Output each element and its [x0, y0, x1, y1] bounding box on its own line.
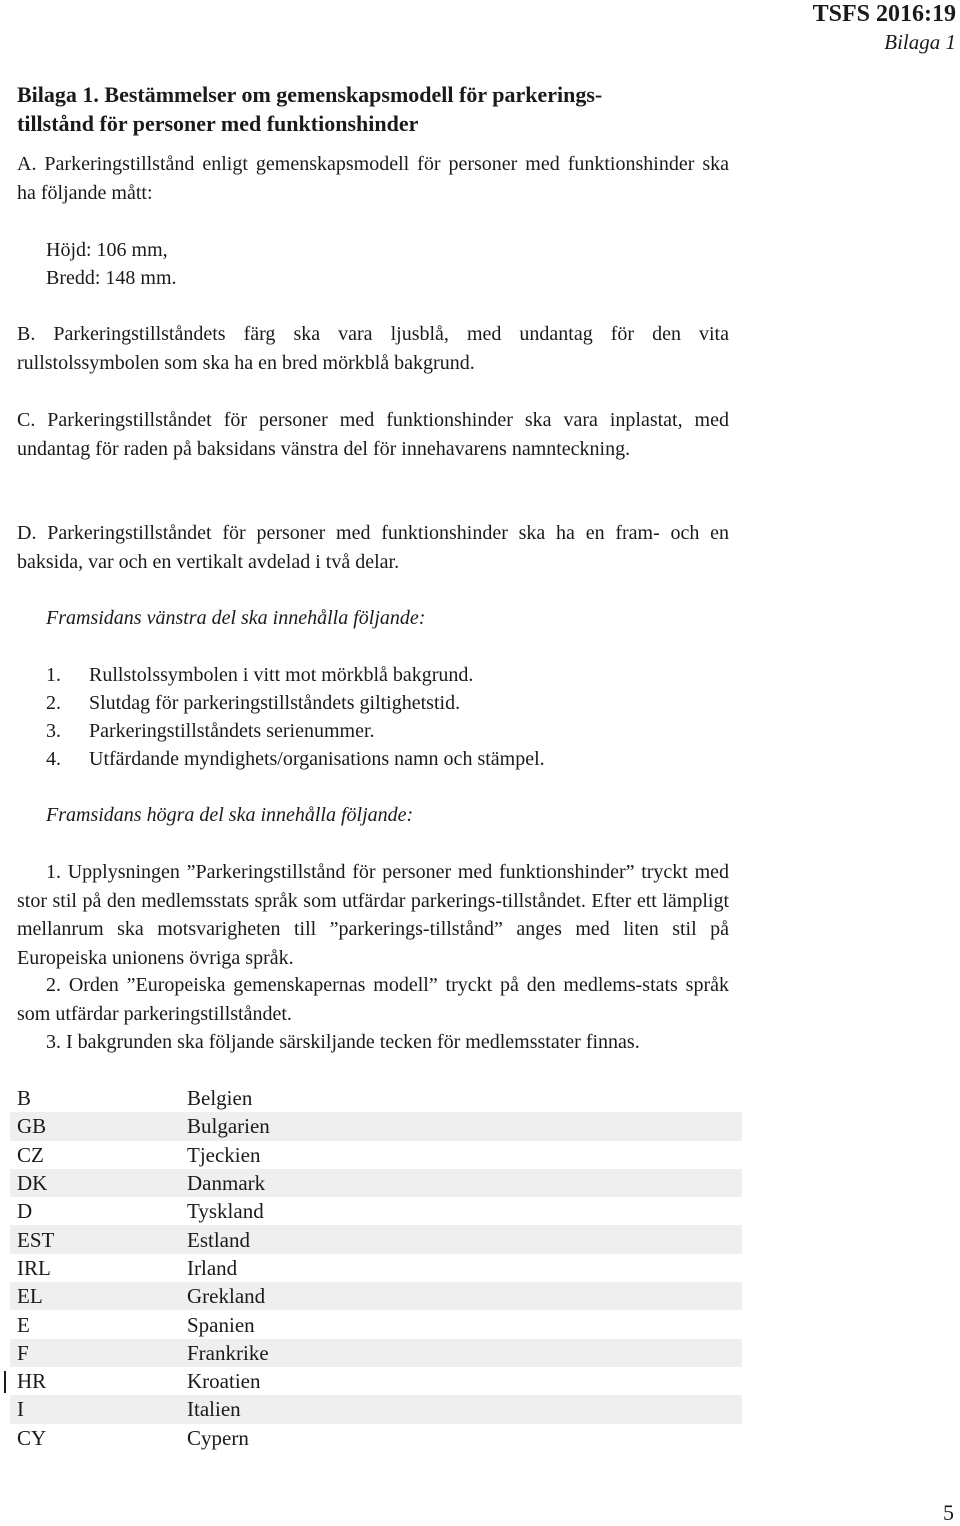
front-right-item-2: 2. Orden ”Europeiska gemenskapernas modell” tryckt på den medlems-stats språk som utfärdar parkeringstillståndet.: [17, 974, 729, 1025]
appendix-title: [17, 80, 737, 138]
table-row: [10, 1367, 742, 1395]
country-code: B: [17, 1086, 32, 1111]
country-name: Estland: [187, 1225, 742, 1253]
country-name: Tjeckien: [187, 1142, 261, 1167]
page-number: 5: [943, 1500, 954, 1525]
section-a-paragraph: A. Parkeringstillstånd enligt gemenskapsmodell för personer med funktionshinder ska ha följande mått:: [17, 153, 729, 204]
country-code: EST: [10, 1225, 187, 1253]
table-row: [10, 1339, 742, 1367]
title-text: Bilaga 1. Bestämmelser om gemenskapsmodell för parkerings- tillstånd för personer med funktionshinder: [17, 82, 603, 136]
country-name: Irland: [187, 1255, 238, 1280]
dimension-width: Bredd: 148 mm.: [46, 267, 177, 289]
item-number: 1.: [46, 664, 61, 686]
country-code: EL: [10, 1282, 187, 1310]
country-name: Frankrike: [187, 1339, 742, 1367]
appendix-label: Bilaga 1: [884, 30, 956, 54]
country-code: F: [10, 1339, 187, 1367]
table-row: [10, 1084, 742, 1112]
country-name: Spanien: [187, 1312, 255, 1337]
front-right-item-3: 3. I bakgrunden ska följande särskiljande tecken för medlemsstater finnas.: [46, 1031, 640, 1053]
section-d-paragraph: D. Parkeringstillståndet för personer med funktionshinder ska ha en fram- och en baksida, var och en vertikalt avdelad i två delar.: [17, 522, 729, 573]
table-row: [10, 1169, 742, 1197]
table-row: [10, 1225, 742, 1253]
country-code: CZ: [17, 1142, 44, 1167]
country-code: E: [17, 1312, 30, 1337]
page-header: [813, 0, 956, 56]
country-code: D: [17, 1199, 33, 1224]
front-right-item-1: 1. Upplysningen ”Parkeringstillstånd för personer med funktionshinder” tryckt med stor stil på den medlemsstats språk som utfärdar parkerings-tillståndet. Efter ett lämpligt mellanrum ska motsvarigheten till ”parkerings-tillstånd” anges med liten stil på Europeiska unionens övriga språk.: [17, 861, 729, 969]
front-left-heading: Framsidans vänstra del ska innehålla följande:: [46, 607, 426, 629]
country-code: GB: [10, 1112, 187, 1140]
front-left-item: [46, 689, 460, 718]
revision-change-bar: [4, 1371, 6, 1393]
item-number: 4.: [46, 748, 61, 770]
item-number: 3.: [46, 720, 61, 742]
dimension-height: Höjd: 106 mm,: [46, 239, 168, 261]
country-name: Belgien: [187, 1086, 253, 1111]
item-number: 2.: [46, 692, 61, 714]
country-name: Tyskland: [187, 1199, 264, 1224]
country-name: Cypern: [187, 1425, 249, 1450]
table-row: [10, 1254, 742, 1282]
table-row: [10, 1424, 742, 1452]
table-row: [10, 1395, 742, 1423]
section-b-paragraph: B. Parkeringstillståndets färg ska vara ljusblå, med undantag för den vita rullstolssymbolen som ska ha en bred mörkblå bakgrund.: [17, 323, 729, 374]
country-name: Danmark: [187, 1169, 742, 1197]
front-left-item: [46, 745, 545, 774]
country-code: HR: [17, 1369, 47, 1394]
item-text: Utfärdande myndighets/organisations namn och stämpel.: [89, 748, 545, 770]
country-code: I: [10, 1395, 187, 1423]
table-row: [10, 1141, 742, 1169]
country-code-table: [10, 1084, 742, 1452]
front-right-heading: Framsidans högra del ska innehålla följande:: [46, 804, 414, 826]
document-id: TSFS 2016:19: [812, 1, 956, 27]
table-row: [10, 1112, 742, 1140]
table-row: [10, 1197, 742, 1225]
country-name: Italien: [187, 1395, 742, 1423]
country-name: Grekland: [187, 1282, 742, 1310]
country-name: Bulgarien: [187, 1112, 742, 1140]
table-row: [10, 1310, 742, 1338]
item-text: Rullstolssymbolen i vitt mot mörkblå bakgrund.: [89, 664, 474, 686]
country-code: DK: [10, 1169, 187, 1197]
front-left-item: [46, 661, 473, 690]
item-text: Parkeringstillståndets serienummer.: [89, 720, 375, 742]
item-text: Slutdag för parkeringstillståndets giltighetstid.: [89, 692, 461, 714]
country-code: IRL: [17, 1255, 51, 1280]
country-name: Kroatien: [187, 1369, 261, 1394]
section-c-paragraph: C. Parkeringstillståndet för personer med funktionshinder ska vara inplastat, med undantag för raden på baksidans vänstra del för innehavarens namnteckning.: [17, 409, 729, 460]
front-left-item: [46, 717, 375, 746]
country-code: CY: [17, 1425, 47, 1450]
table-row: [10, 1282, 742, 1310]
